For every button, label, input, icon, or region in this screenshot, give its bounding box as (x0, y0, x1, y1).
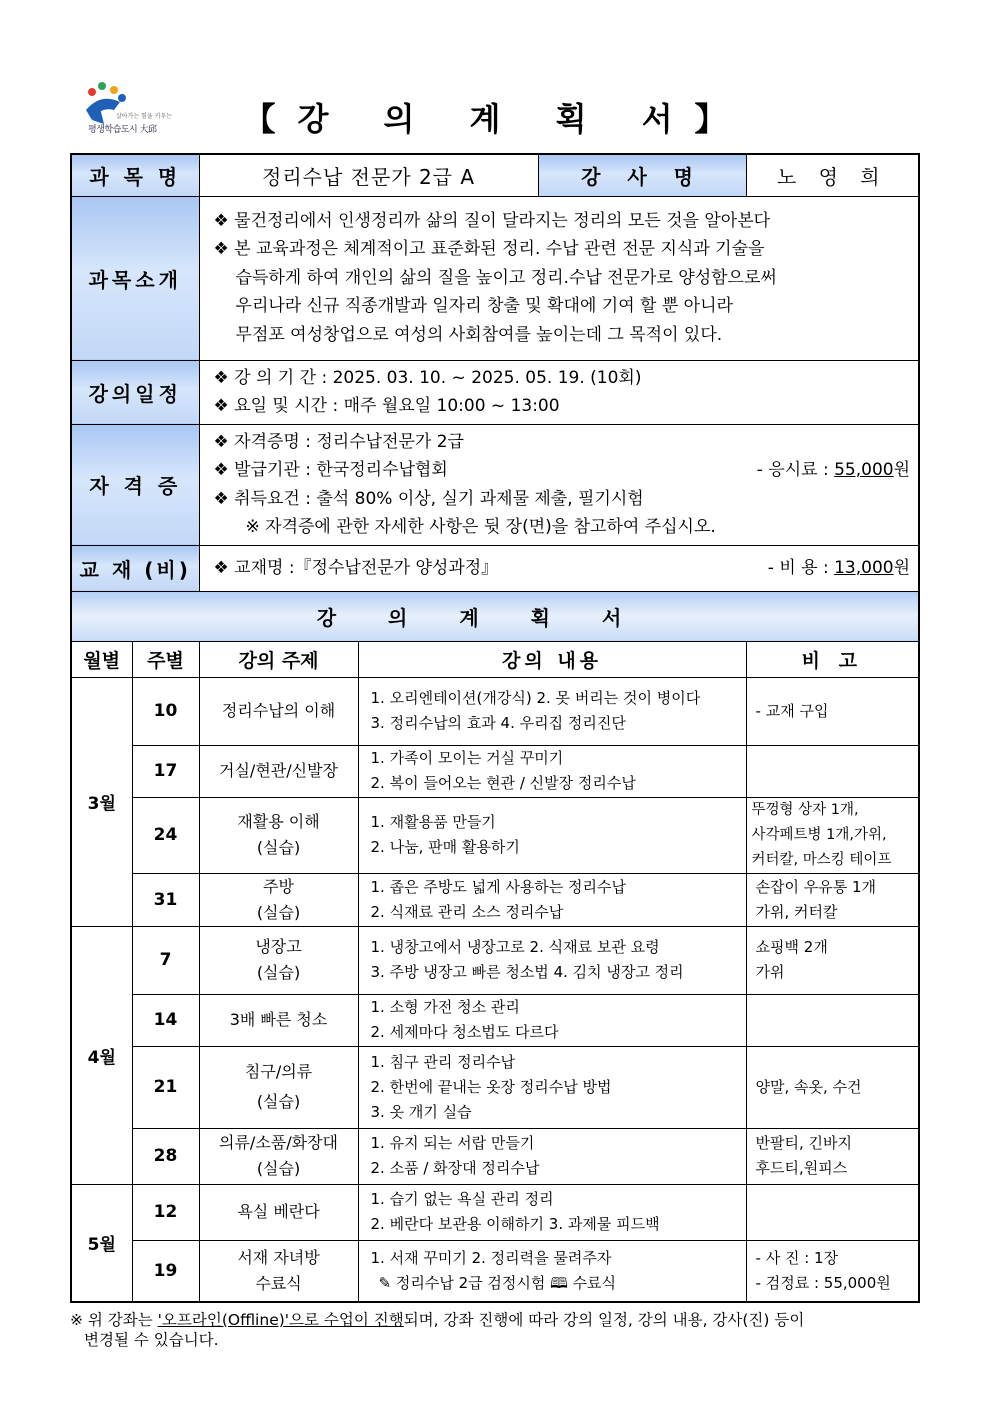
lecture-cell (358, 1184, 746, 1240)
topic-line: (실습) (256, 1092, 301, 1111)
topic-cell (199, 994, 358, 1046)
lecture-line: 2. 세제마다 청소법도 다르다 (370, 1023, 559, 1041)
instructor-value: 노 영 희 (746, 154, 919, 196)
exam-fee (757, 456, 910, 485)
week-cell: 14 (132, 994, 199, 1046)
lecture-line: 1. 냉창고에서 냉장고로 2. 식재료 보관 요령 (370, 938, 660, 956)
lecture-line: 1. 유지 되는 서랍 만들기 (370, 1134, 535, 1152)
textbook-cost-unit: 원 (893, 557, 911, 578)
topic-line: (실습) (256, 838, 301, 857)
col-header-note: 비 고 (746, 641, 919, 677)
certificate-issuer-row (214, 456, 911, 485)
table-row (71, 745, 919, 797)
lecture-line: 3. 옷 개기 실습 (370, 1102, 472, 1121)
textbook-content (199, 545, 919, 591)
lecture-cell (358, 1128, 746, 1184)
month-cell: 3월 (71, 677, 132, 926)
instructor-label: 강 사 명 (538, 154, 746, 196)
lecture-line: 2. 나눔, 판매 활용하기 (370, 838, 520, 856)
note-line: 손잡이 우유통 1개 (755, 877, 877, 896)
intro-content (199, 196, 919, 360)
intro-bullet-2-line-3: 우리나라 신규 직종개발과 일자리 창출 및 확대에 기여 할 뿐 아니라 (235, 296, 733, 317)
lecture-line: 2. 베란다 보관용 이해하기 3. 과제물 피드백 (370, 1215, 660, 1233)
note-line: 가위, 커터칼 (755, 902, 838, 921)
note-cell (746, 1184, 919, 1240)
week-cell: 28 (132, 1128, 199, 1184)
note-cell (746, 1128, 919, 1184)
exam-fee-value: 55,000 (834, 460, 894, 480)
note-cell (746, 1046, 919, 1128)
textbook-cost (768, 554, 910, 583)
lecture-cell (358, 873, 746, 926)
week-cell: 21 (132, 1046, 199, 1128)
textbook-name: ❖ 교재명 :『정수납전문가 양성과정』 (213, 557, 499, 578)
table-row (71, 1240, 919, 1302)
intro-label: 과목소개 (71, 196, 199, 360)
topic-line: 의류/소품/화장대 (219, 1133, 338, 1152)
table-row (71, 1046, 919, 1128)
course-plan-table (70, 153, 920, 1303)
table-row (71, 1128, 919, 1184)
table-row (71, 797, 919, 873)
topic-line: 3배 빠른 청소 (229, 1010, 328, 1029)
topic-line: 욕실 베란다 (237, 1202, 320, 1221)
lecture-cell (358, 797, 746, 873)
topic-line: 서재 자녀방 (237, 1247, 320, 1267)
week-cell: 31 (132, 873, 199, 926)
certificate-content (199, 424, 919, 545)
note-line: - 검정료 : 55,000원 (755, 1273, 891, 1292)
textbook-cost-label: - 비 용 : (767, 557, 835, 578)
topic-line: 냉장고 (255, 937, 302, 956)
lecture-cell (358, 994, 746, 1046)
col-header-topic: 강의 주제 (199, 641, 358, 677)
subject-label: 과 목 명 (71, 154, 199, 196)
topic-line: 재활용 이해 (237, 812, 320, 831)
lecture-line: 1. 습기 없는 욕실 관리 정리 (370, 1190, 554, 1208)
lecture-cell (358, 1240, 746, 1302)
col-header-content: 강의 내용 (358, 641, 746, 677)
lecture-cell (358, 677, 746, 745)
note-line: 양말, 속옷, 수건 (755, 1077, 862, 1096)
col-header-week: 주별 (132, 641, 199, 677)
week-cell: 17 (132, 745, 199, 797)
intro-bullet-2-line-4: 무점포 여성창업으로 여성의 사회참여를 높이는데 그 목적이 있다. (235, 324, 723, 345)
lecture-line: 1. 침구 관리 정리수납 (370, 1052, 516, 1071)
note-line: 가위 (755, 963, 785, 981)
lecture-line: 3. 주방 냉장고 빠른 청소법 4. 김치 냉장고 정리 (370, 963, 684, 981)
footer-underlined: '오프라인(Offline)'으로 수업이 진행 (157, 1311, 404, 1329)
intro-bullet-2-line-2: 습득하게 하여 개인의 삶의 질을 높이고 정리.수납 전문가로 양성함으로써 (235, 267, 777, 288)
footer-prefix: ※ 위 강좌는 (70, 1311, 158, 1329)
lecture-line: 1. 가족이 모이는 거실 꾸미기 (370, 749, 564, 767)
note-line: 반팔티, 긴바지 (755, 1134, 853, 1152)
week-cell: 12 (132, 1184, 199, 1240)
note-cell (746, 926, 919, 994)
certificate-label: 자 격 증 (71, 424, 199, 545)
col-header-month: 월별 (71, 641, 132, 677)
note-cell (746, 797, 919, 873)
plan-section-title: 강의계획서 (71, 591, 919, 641)
topic-cell (199, 873, 358, 926)
note-line: 뚜껑형 상자 1개, (751, 801, 859, 818)
textbook-cost-value: 13,000 (834, 557, 894, 578)
note-line: 후드티,원피스 (755, 1159, 848, 1177)
footer-suffix: 되며, 강좌 진행에 따라 강의 일정, 강의 내용, 강사(진) 등이 (403, 1311, 805, 1329)
textbook-row (214, 554, 911, 583)
week-cell: 7 (132, 926, 199, 994)
month-cell: 5월 (71, 1184, 132, 1302)
month-cell: 4월 (71, 926, 132, 1184)
topic-line: (실습) (256, 1159, 301, 1178)
lecture-line: 2. 한번에 끝내는 옷장 정리수납 방법 (370, 1077, 612, 1096)
logo-tagline: 살아가는 힘을 키우는 (116, 113, 172, 120)
topic-cell (199, 1046, 358, 1128)
schedule-period: ❖ 강 의 기 간 : 2025. 03. 10. ~ 2025. 05. 19. (10회) (213, 367, 642, 388)
intro-bullet-2: ❖ 본 교육과정은 체계적이고 표준화된 정리. 수납 관련 전문 지식과 기술을 (213, 239, 765, 260)
topic-line: 정리수납의 이해 (221, 701, 336, 720)
table-row (71, 1184, 919, 1240)
lecture-line: 1. 재활용품 만들기 (370, 813, 496, 831)
footer-line-2: 변경될 수 있습니다. (84, 1331, 219, 1349)
topic-cell (199, 797, 358, 873)
note-line: - 교재 구입 (755, 701, 829, 720)
note-line: 커터칼, 마스킹 테이프 (751, 851, 892, 868)
note-cell (746, 994, 919, 1046)
topic-cell (199, 926, 358, 994)
subject-value: 정리수납 전문가 2급 A (199, 154, 538, 196)
topic-line: 침구/의류 (244, 1062, 313, 1081)
lecture-line: 2. 복이 들어오는 현관 / 신발장 정리수납 (370, 774, 636, 792)
topic-cell (199, 1128, 358, 1184)
schedule-label: 강의일정 (71, 360, 199, 424)
topic-cell (199, 1240, 358, 1302)
certificate-note: ※ 자격증에 관한 자세한 사항은 뒷 장(면)을 참고하여 주십시오. (245, 517, 716, 537)
note-cell (746, 873, 919, 926)
lecture-line: 1. 소형 가전 청소 관리 (370, 998, 520, 1016)
textbook-label: 교 재 (비) (71, 545, 199, 591)
lecture-line: 2. 식재료 관리 소스 정리수납 (370, 902, 564, 921)
week-cell: 24 (132, 797, 199, 873)
lecture-cell (358, 1046, 746, 1128)
schedule-time: ❖ 요일 및 시간 : 매주 월요일 10:00 ~ 13:00 (213, 396, 560, 416)
lecture-line: ✎ 정리수납 2급 검정시험 🕮 수료식 (378, 1273, 617, 1292)
lecture-line: 2. 소품 / 화장대 정리수납 (370, 1159, 540, 1177)
table-row (71, 873, 919, 926)
note-cell (746, 745, 919, 797)
footer-notice (70, 1310, 920, 1350)
note-cell (746, 1240, 919, 1302)
topic-cell (199, 1184, 358, 1240)
note-line: 사각페트병 1개,가위, (751, 826, 887, 843)
topic-cell (199, 677, 358, 745)
intro-bullet-1: ❖ 물건정리에서 인생정리까 삶의 질이 달라지는 정리의 모든 것을 알아본다 (213, 210, 771, 231)
topic-line: (실습) (256, 963, 301, 982)
lecture-line: 1. 오리엔테이션(개강식) 2. 못 버리는 것이 병이다 (370, 689, 701, 707)
exam-fee-label: - 응시료 : (756, 460, 835, 480)
certificate-requirement: ❖ 취득요건 : 출석 80% 이상, 실기 과제물 제출, 필기시험 (213, 488, 644, 509)
note-line: 쇼핑백 2개 (755, 938, 828, 956)
table-row (71, 926, 919, 994)
table-row (71, 994, 919, 1046)
topic-cell (199, 745, 358, 797)
topic-line: 거실/현관/신발장 (219, 761, 338, 780)
logo-text: 평생학습도시 大邱 (88, 125, 157, 135)
certificate-issuer: ❖ 발급기관 : 한국정리수납협회 (213, 460, 448, 480)
note-cell (746, 677, 919, 745)
lecture-line: 1. 서재 꾸미기 2. 정리력을 물려주자 (370, 1248, 612, 1267)
page-title: 【강 의 계 획 서】 (243, 100, 749, 138)
topic-line: 주방 (263, 876, 294, 896)
certificate-name: ❖ 자격증명 : 정리수납전문가 2급 (213, 431, 464, 452)
topic-line: (실습) (256, 902, 301, 922)
table-row (71, 677, 919, 745)
lecture-line: 1. 좁은 주방도 넓게 사용하는 정리수납 (370, 877, 627, 896)
lecture-cell (358, 926, 746, 994)
week-cell: 10 (132, 677, 199, 745)
topic-line: 수료식 (255, 1273, 302, 1293)
schedule-content (199, 360, 919, 424)
lecture-line: 3. 정리수납의 효과 4. 우리집 정리진단 (370, 714, 626, 732)
exam-fee-unit: 원 (893, 460, 911, 480)
lecture-cell (358, 745, 746, 797)
week-cell: 19 (132, 1240, 199, 1302)
note-line: - 사 진 : 1장 (755, 1248, 839, 1267)
